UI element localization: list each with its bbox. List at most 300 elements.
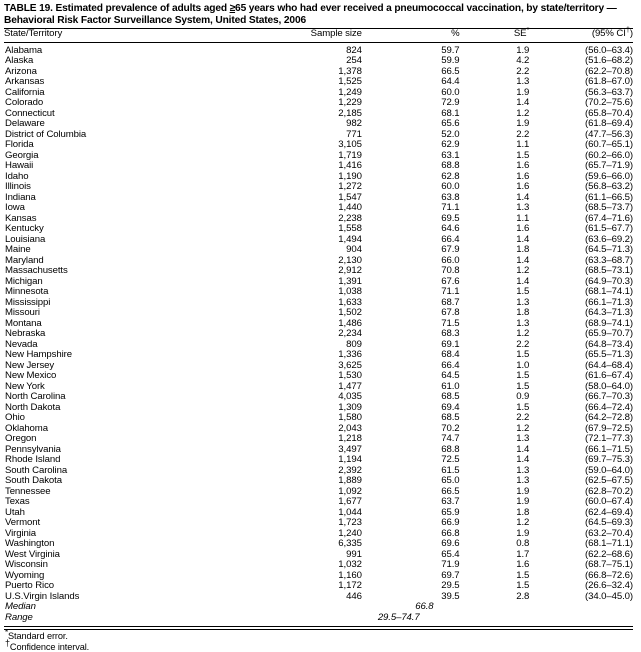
state-name: North Carolina — [5, 391, 66, 403]
ci-value: (64.5–71.3) — [585, 244, 633, 256]
state-name: Wyoming — [5, 569, 45, 581]
percent-value: 60.0 — [441, 86, 460, 98]
ci-footnote-mark: † — [625, 25, 630, 35]
percent-value: 59.9 — [441, 55, 460, 67]
table-row — [4, 560, 633, 571]
state-name: Nebraska — [5, 328, 46, 340]
se-value: 1.4 — [516, 97, 530, 109]
table-row — [4, 161, 633, 172]
se-value: 0.9 — [516, 391, 530, 403]
table-row — [4, 581, 633, 592]
percent-value: 66.4 — [441, 359, 460, 371]
sample-size: 2,238 — [338, 212, 362, 224]
state-name: Utah — [5, 506, 25, 518]
column-header-state: State/Territory — [4, 29, 304, 43]
percent-value: 70.8 — [441, 265, 460, 277]
se-value: 1.4 — [516, 275, 530, 287]
percent-value: 66.0 — [441, 254, 460, 266]
ci-value: (63.6–69.2) — [585, 233, 633, 245]
percent-value: 72.5 — [441, 454, 460, 466]
percent-value: 65.6 — [441, 118, 460, 130]
se-value: 1.3 — [516, 464, 530, 476]
table-row — [4, 592, 633, 603]
median-se-blank — [460, 602, 530, 613]
percent-value: 68.1 — [441, 107, 460, 119]
se-value: 2.8 — [516, 590, 530, 602]
state-name: Maryland — [5, 254, 44, 266]
table-row — [4, 539, 633, 550]
state-name: Connecticut — [5, 107, 55, 119]
se-value: 1.9 — [516, 86, 530, 98]
ci-value: (60.0–67.4) — [585, 496, 633, 508]
table-row — [4, 329, 633, 340]
state-name: Mississippi — [5, 296, 51, 308]
percent-value: 61.5 — [441, 464, 460, 476]
table-row — [4, 43, 633, 57]
percent-value: 64.5 — [441, 370, 460, 382]
table-row — [4, 319, 633, 330]
percent-value: 67.9 — [441, 244, 460, 256]
ci-value: (56.3–63.7) — [585, 86, 633, 98]
se-value: 1.5 — [516, 349, 530, 361]
table-row — [4, 109, 633, 120]
se-label: SE — [513, 28, 527, 40]
table-row — [4, 298, 633, 309]
sample-size: 1,391 — [338, 275, 362, 287]
ci-value: (68.5–73.1) — [585, 265, 633, 277]
percent-value: 70.2 — [441, 422, 460, 434]
sample-size: 1,677 — [338, 496, 362, 508]
sample-size: 1,633 — [338, 296, 362, 308]
state-name: Nevada — [5, 338, 38, 350]
ci-value: (34.0–45.0) — [585, 590, 633, 602]
percent-value: 62.9 — [441, 139, 460, 151]
ci-value: (65.7–71.9) — [585, 160, 633, 172]
sample-size: 1,194 — [338, 454, 362, 466]
ci-value: (64.4–68.4) — [585, 359, 633, 371]
percent-value: 63.1 — [441, 149, 460, 161]
percent-value: 64.4 — [441, 76, 460, 88]
state-name: Georgia — [5, 149, 39, 161]
percent-value: 65.0 — [441, 475, 460, 487]
se-value: 1.5 — [516, 569, 530, 581]
sample-size: 1,240 — [338, 527, 362, 539]
sample-size: 904 — [346, 244, 362, 256]
table-row — [4, 571, 633, 582]
percent-value: 68.8 — [441, 160, 460, 172]
range-row — [4, 613, 633, 626]
table-row — [4, 182, 633, 193]
state-name: Hawaii — [5, 160, 34, 172]
table-row — [4, 518, 633, 529]
percent-value: 63.8 — [441, 191, 460, 203]
se-value: 1.5 — [516, 401, 530, 413]
percent-value: 66.5 — [441, 65, 460, 77]
percent-value: 69.4 — [441, 401, 460, 413]
sample-size: 1,336 — [338, 349, 362, 361]
state-name: Arkansas — [5, 76, 45, 88]
percent-value: 64.6 — [441, 223, 460, 235]
ci-value: (65.9–70.7) — [585, 328, 633, 340]
state-name: South Carolina — [5, 464, 68, 476]
table-row — [4, 508, 633, 519]
ci-value: (67.4–71.6) — [585, 212, 633, 224]
se-value: 1.2 — [516, 517, 530, 529]
table-row — [4, 256, 633, 267]
state-name: Florida — [5, 139, 34, 151]
se-value: 1.6 — [516, 181, 530, 193]
state-name: Oregon — [5, 433, 37, 445]
table-row — [4, 487, 633, 498]
ci-value: (62.8–70.2) — [585, 485, 633, 497]
table-row — [4, 245, 633, 256]
percent-value: 71.1 — [441, 202, 460, 214]
table-row — [4, 455, 633, 466]
state-name: South Dakota — [5, 475, 62, 487]
table-title — [4, 3, 633, 29]
table-row — [4, 424, 633, 435]
percent-value: 71.9 — [441, 559, 460, 571]
ci-value: (61.6–67.4) — [585, 370, 633, 382]
table-row — [4, 151, 633, 162]
percent-value: 65.9 — [441, 506, 460, 518]
median-sample-blank — [304, 602, 362, 613]
ci-value: (63.2–70.4) — [585, 527, 633, 539]
ci-value: (72.1–77.3) — [585, 433, 633, 445]
footnote-confidence-interval-text: Confidence interval. — [9, 641, 90, 652]
state-name: New Jersey — [5, 359, 55, 371]
percent-value: 69.6 — [441, 538, 460, 550]
sample-size: 809 — [346, 338, 362, 350]
sample-size: 1,494 — [338, 233, 362, 245]
ci-value: (66.7–70.3) — [585, 391, 633, 403]
sample-size: 1,032 — [338, 559, 362, 571]
ci-value: (68.1–71.1) — [585, 538, 633, 550]
table-row — [4, 445, 633, 456]
percent-value: 68.8 — [441, 443, 460, 455]
sample-size: 2,185 — [338, 107, 362, 119]
table-row — [4, 287, 633, 298]
se-value: 1.4 — [516, 443, 530, 455]
greater-equal-symbol: ≥ — [229, 3, 236, 14]
state-name: Texas — [5, 496, 30, 508]
percent-value: 52.0 — [441, 128, 460, 140]
state-name: Vermont — [5, 517, 41, 529]
se-value: 1.3 — [516, 202, 530, 214]
ci-value: (51.6–68.2) — [585, 55, 633, 67]
ci-value: (63.3–68.7) — [585, 254, 633, 266]
se-value: 1.3 — [516, 433, 530, 445]
percent-value: 65.4 — [441, 548, 460, 560]
footnote-mark-asterisk: * — [5, 628, 9, 638]
se-value: 2.2 — [516, 65, 530, 77]
percent-value: 72.9 — [441, 97, 460, 109]
sample-size: 1,190 — [338, 170, 362, 182]
table-footnotes — [4, 628, 633, 652]
ci-value: (47.7–56.3) — [585, 128, 633, 140]
percent-value: 71.1 — [441, 286, 460, 298]
table-header — [4, 25, 633, 43]
sample-size: 991 — [346, 548, 362, 560]
sample-size: 1,249 — [338, 86, 362, 98]
percent-value: 68.3 — [441, 328, 460, 340]
ci-value: (67.9–72.5) — [585, 422, 633, 434]
percent-value: 29.5 — [441, 580, 460, 592]
state-name: Minnesota — [5, 286, 49, 298]
state-name: Colorado — [5, 97, 44, 109]
percent-value: 68.7 — [441, 296, 460, 308]
table-row — [4, 130, 633, 141]
percent-value: 71.5 — [441, 317, 460, 329]
se-value: 1.3 — [516, 317, 530, 329]
se-value: 1.5 — [516, 380, 530, 392]
percent-value: 69.7 — [441, 569, 460, 581]
ci-value: (60.2–66.0) — [585, 149, 633, 161]
ci-value: (68.1–74.1) — [585, 286, 633, 298]
column-header-percent: % — [362, 29, 460, 43]
state-name: Kentucky — [5, 223, 44, 235]
median-value: 66.8 — [415, 601, 434, 613]
se-value: 1.6 — [516, 160, 530, 172]
table-row — [4, 224, 633, 235]
sample-size: 1,272 — [338, 181, 362, 193]
se-value: 1.3 — [516, 475, 530, 487]
sample-size: 1,580 — [338, 412, 362, 424]
se-value: 1.4 — [516, 254, 530, 266]
percent-value: 61.0 — [441, 380, 460, 392]
sample-size: 1,889 — [338, 475, 362, 487]
state-name: Idaho — [5, 170, 29, 182]
title-line-2: Behavioral Risk Factor Surveillance System, United States, 2006 — [4, 15, 306, 27]
ci-label-open: (95% CI — [591, 28, 626, 40]
se-value: 1.1 — [516, 139, 530, 151]
state-name: West Virginia — [5, 548, 60, 560]
table-row — [4, 434, 633, 445]
state-name: Puerto Rico — [5, 580, 55, 592]
sample-size: 1,416 — [338, 160, 362, 172]
ci-label-close: ) — [629, 28, 633, 40]
se-value: 0.8 — [516, 538, 530, 550]
table-row — [4, 476, 633, 487]
ci-value: (68.5–73.7) — [585, 202, 633, 214]
ci-value: (70.2–75.6) — [585, 97, 633, 109]
sample-size: 3,105 — [338, 139, 362, 151]
se-value: 1.5 — [516, 286, 530, 298]
state-name: Michigan — [5, 275, 43, 287]
title-line-1-pre: TABLE 19. Estimated prevalence of adults aged — [4, 3, 230, 14]
median-label: Median — [5, 601, 36, 613]
table-row — [4, 88, 633, 99]
state-name: Pennsylvania — [5, 443, 61, 455]
table-row — [4, 382, 633, 393]
se-value: 2.2 — [516, 412, 530, 424]
percent-value: 66.8 — [441, 527, 460, 539]
table-row — [4, 193, 633, 204]
state-name: New Mexico — [5, 370, 57, 382]
percent-value: 59.7 — [441, 44, 460, 56]
sample-size: 1,309 — [338, 401, 362, 413]
se-value: 1.6 — [516, 223, 530, 235]
se-value: 1.9 — [516, 44, 530, 56]
se-value: 1.2 — [516, 422, 530, 434]
sample-size: 1,486 — [338, 317, 362, 329]
state-name: Iowa — [5, 202, 25, 214]
percent-value: 74.7 — [441, 433, 460, 445]
ci-value: (56.0–63.4) — [585, 44, 633, 56]
sample-size: 446 — [346, 590, 362, 602]
percent-value: 67.6 — [441, 275, 460, 287]
table-row — [4, 140, 633, 151]
ci-value: (64.9–70.3) — [585, 275, 633, 287]
table-row — [4, 203, 633, 214]
percent-value: 66.5 — [441, 485, 460, 497]
sample-size: 1,044 — [338, 506, 362, 518]
sample-size: 1,092 — [338, 485, 362, 497]
table-row — [4, 67, 633, 78]
percent-value: 66.9 — [441, 517, 460, 529]
sample-size: 1,038 — [338, 286, 362, 298]
se-value: 1.3 — [516, 76, 530, 88]
table-row — [4, 214, 633, 225]
se-value: 1.5 — [516, 370, 530, 382]
se-value: 4.2 — [516, 55, 530, 67]
median-ci-blank — [529, 602, 633, 613]
table-body — [4, 43, 633, 626]
sample-size: 4,035 — [338, 391, 362, 403]
percent-value: 67.8 — [441, 307, 460, 319]
sample-size: 2,912 — [338, 265, 362, 277]
table-row — [4, 497, 633, 508]
state-name: U.S.Virgin Islands — [5, 590, 80, 602]
se-value: 1.3 — [516, 296, 530, 308]
ci-value: (65.5–71.3) — [585, 349, 633, 361]
state-name: Missouri — [5, 307, 40, 319]
ci-value: (60.7–65.1) — [585, 139, 633, 151]
ci-value: (66.4–72.4) — [585, 401, 633, 413]
se-value: 1.4 — [516, 191, 530, 203]
ci-value: (64.3–71.3) — [585, 307, 633, 319]
ci-value: (68.7–75.1) — [585, 559, 633, 571]
sample-size: 3,625 — [338, 359, 362, 371]
se-value: 1.6 — [516, 170, 530, 182]
percent-value: 63.7 — [441, 496, 460, 508]
percent-value: 68.5 — [441, 412, 460, 424]
percent-value: 69.1 — [441, 338, 460, 350]
percent-value: 39.5 — [441, 590, 460, 602]
sample-size: 254 — [346, 55, 362, 67]
range-sample-blank — [304, 613, 362, 626]
percent-value: 62.8 — [441, 170, 460, 182]
state-name: New York — [5, 380, 45, 392]
range-value: 29.5–74.7 — [377, 611, 420, 623]
se-value: 1.1 — [516, 212, 530, 224]
table-row — [4, 98, 633, 109]
se-value: 1.2 — [516, 107, 530, 119]
range-ci-blank — [529, 613, 633, 626]
ci-value: (66.1–71.5) — [585, 443, 633, 455]
se-value: 1.4 — [516, 454, 530, 466]
ci-value: (64.8–73.4) — [585, 338, 633, 350]
table-row — [4, 550, 633, 561]
footnote-mark-dagger: † — [5, 637, 10, 648]
table-row — [4, 235, 633, 246]
state-name: Illinois — [5, 181, 31, 193]
state-name: Massachusetts — [5, 265, 68, 277]
percent-value: 68.4 — [441, 349, 460, 361]
state-name: Alaska — [5, 55, 34, 67]
state-name: Delaware — [5, 118, 45, 130]
se-value: 1.8 — [516, 506, 530, 518]
median-row — [4, 602, 633, 613]
table-row — [4, 350, 633, 361]
table-row — [4, 119, 633, 130]
state-name: Washington — [5, 538, 55, 550]
se-value: 1.5 — [516, 149, 530, 161]
state-name: District of Columbia — [5, 128, 87, 140]
ci-value: (68.9–74.1) — [585, 317, 633, 329]
ci-value: (62.4–69.4) — [585, 506, 633, 518]
table-row — [4, 266, 633, 277]
ci-value: (66.1–71.3) — [585, 296, 633, 308]
sample-size: 982 — [346, 118, 362, 130]
sample-size: 3,497 — [338, 443, 362, 455]
ci-value: (62.2–70.8) — [585, 65, 633, 77]
table-row — [4, 413, 633, 424]
ci-value: (64.5–69.3) — [585, 517, 633, 529]
state-name: North Dakota — [5, 401, 61, 413]
sample-size: 6,335 — [338, 538, 362, 550]
state-name: Wisconsin — [5, 559, 48, 571]
state-name: Maine — [5, 244, 31, 256]
sample-size: 2,130 — [338, 254, 362, 266]
state-name: Montana — [5, 317, 42, 329]
se-value: 1.0 — [516, 359, 530, 371]
ci-value: (62.5–67.5) — [585, 475, 633, 487]
se-value: 1.9 — [516, 485, 530, 497]
sample-size: 771 — [346, 128, 362, 140]
percent-value: 66.4 — [441, 233, 460, 245]
header-row — [4, 29, 633, 43]
state-name: Indiana — [5, 191, 36, 203]
ci-value: (56.8–63.2) — [585, 181, 633, 193]
ci-value: (58.0–64.0) — [585, 380, 633, 392]
percent-value: 68.5 — [441, 391, 460, 403]
table-bottom-rule — [4, 626, 633, 629]
percent-value: 60.0 — [441, 181, 460, 193]
table-row — [4, 529, 633, 540]
ci-value: (26.6–32.4) — [585, 580, 633, 592]
se-value: 1.9 — [516, 496, 530, 508]
ci-value: (65.8–70.4) — [585, 107, 633, 119]
column-header-ci — [529, 25, 633, 43]
sample-size: 1,558 — [338, 223, 362, 235]
state-name: Ohio — [5, 412, 25, 424]
footnote-standard-error-text: Standard error. — [8, 631, 68, 642]
ci-value: (59.6–66.0) — [585, 170, 633, 182]
ci-value: (61.8–67.0) — [585, 76, 633, 88]
ci-value: (62.2–68.6) — [585, 548, 633, 560]
se-footnote-mark: * — [526, 25, 530, 35]
table-row — [4, 77, 633, 88]
sample-size: 1,477 — [338, 380, 362, 392]
se-value: 1.8 — [516, 244, 530, 256]
table-row — [4, 340, 633, 351]
se-value: 1.4 — [516, 233, 530, 245]
table-row — [4, 361, 633, 372]
sample-size: 2,043 — [338, 422, 362, 434]
se-value: 2.2 — [516, 128, 530, 140]
sample-size: 1,719 — [338, 149, 362, 161]
